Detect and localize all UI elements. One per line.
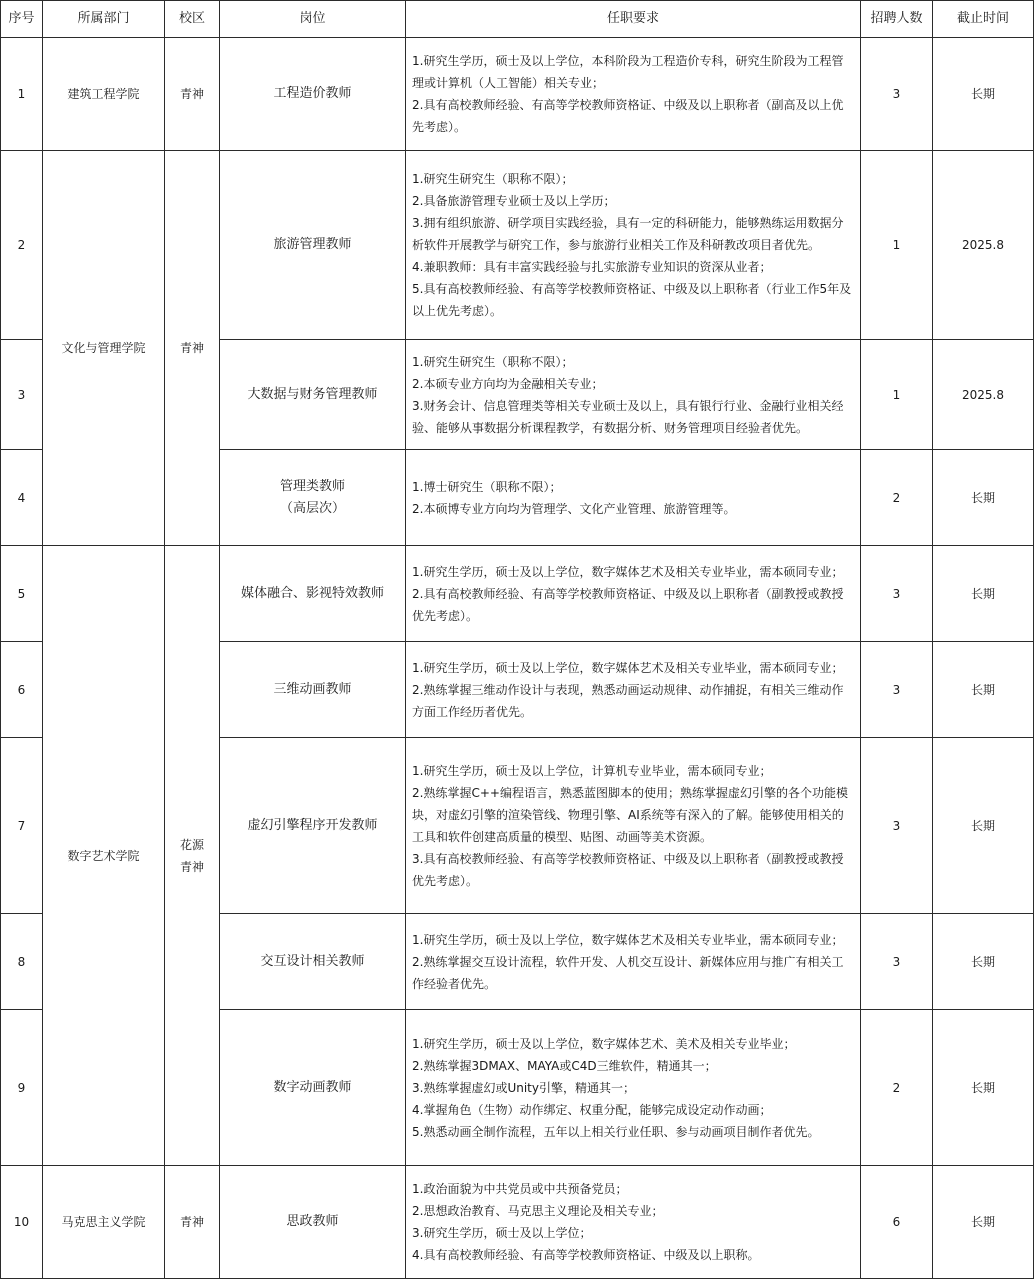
requirements-cell (406, 1166, 861, 1279)
header-count: 招聘人数 (861, 1, 933, 38)
header-row (1, 1, 1034, 38)
requirement-line: 4.具有高校教师经验、有高等学校教师资格证、中级及以上职称。 (412, 1248, 760, 1262)
row-no: 8 (1, 914, 43, 1010)
deadline-cell: 长期 (933, 546, 1034, 642)
header-requirements: 任职要求 (406, 1, 861, 38)
department-cell: 文化与管理学院 (43, 151, 165, 546)
row-no: 1 (1, 38, 43, 151)
department-cell: 建筑工程学院 (43, 38, 165, 151)
requirement-line: 4.掌握角色（生物）动作绑定、权重分配，能够完成设定动作动画； (412, 1102, 772, 1117)
count-cell: 1 (861, 151, 933, 340)
requirement-line: 2.熟练掌握3DMAX、MAYA或C4D三维软件，精通其一； (412, 1058, 717, 1073)
requirement-line: 5.熟悉动画全制作流程，五年以上相关行业任职、参与动画项目制作者优先。 (412, 1124, 820, 1139)
department-cell: 数字艺术学院 (43, 546, 165, 1166)
requirement-line: 2.熟练掌握三维动作设计与表现，熟悉动画运动规律、动作捕捉，有相关三维动作方面工作经历者优先。 (412, 682, 844, 719)
count-cell: 3 (861, 546, 933, 642)
count-cell: 3 (861, 38, 933, 151)
deadline-cell: 长期 (933, 450, 1034, 546)
position-cell: 虚幻引擎程序开发教师 (220, 738, 406, 914)
campus-line: 花源 (179, 837, 204, 852)
requirement-line: 3.熟练掌握虚幻或Unity引擎，精通其一； (412, 1080, 635, 1095)
header-no: 序号 (1, 1, 43, 38)
requirement-line: 1.博士研究生（职称不限）； (412, 479, 562, 494)
requirements-cell (406, 340, 861, 450)
position-cell: 工程造价教师 (220, 38, 406, 151)
count-cell: 3 (861, 914, 933, 1010)
campus-cell (165, 546, 220, 1166)
requirement-line: 2.熟练掌握交互设计流程，软件开发、人机交互设计、新媒体应用与推广有相关工作经验者优先。 (412, 954, 844, 991)
header-campus: 校区 (165, 1, 220, 38)
requirement-line: 1.研究生研究生（职称不限）； (412, 172, 574, 186)
position-line: （高层次） (279, 500, 345, 516)
requirements-cell (406, 450, 861, 546)
table-row (1, 151, 1034, 340)
requirement-line: 1.政治面貌为中共党员或中共预备党员； (412, 1182, 628, 1196)
requirements-cell (406, 38, 861, 151)
count-cell: 3 (861, 738, 933, 914)
row-no: 7 (1, 738, 43, 914)
department-cell: 马克思主义学院 (43, 1166, 165, 1279)
header-department: 所属部门 (43, 1, 165, 38)
count-cell: 6 (861, 1166, 933, 1279)
count-cell: 1 (861, 340, 933, 450)
requirement-line: 3.具有高校教师经验、有高等学校教师资格证、中级及以上职称者（副教授或教授优先考虑）。 (412, 851, 844, 888)
requirement-line: 2.本硕博专业方向均为管理学、文化产业管理、旅游管理等。 (412, 501, 736, 516)
requirement-line: 5.具有高校教师经验、有高等学校教师资格证、中级及以上职称者（行业工作5年及以上优先考虑）。 (412, 282, 852, 318)
row-no: 6 (1, 642, 43, 738)
requirement-line: 2.具有高校教师经验、有高等学校教师资格证、中级及以上职称者（副高及以上优先考虑）。 (412, 98, 844, 134)
header-position: 岗位 (220, 1, 406, 38)
position-cell: 三维动画教师 (220, 642, 406, 738)
table-row (1, 546, 1034, 642)
requirement-line: 4.兼职教师：具有丰富实践经验与扎实旅游专业知识的资深从业者； (412, 260, 772, 274)
requirement-line: 1.研究生学历，硕士及以上学位，数字媒体艺术及相关专业毕业，需本硕同专业； (412, 564, 844, 579)
deadline-cell: 长期 (933, 38, 1034, 151)
requirement-line: 2.具备旅游管理专业硕士及以上学历； (412, 194, 616, 208)
deadline-cell: 长期 (933, 1010, 1034, 1166)
row-no: 2 (1, 151, 43, 340)
requirement-line: 1.研究生学历，硕士及以上学位，计算机专业毕业，需本硕同专业； (412, 763, 772, 778)
requirements-cell (406, 1010, 861, 1166)
campus-cell: 青神 (165, 38, 220, 151)
requirements-cell (406, 738, 861, 914)
requirements-cell (406, 914, 861, 1010)
campus-cell: 青神 (165, 151, 220, 546)
row-no: 5 (1, 546, 43, 642)
campus-cell: 青神 (165, 1166, 220, 1279)
header-deadline: 截止时间 (933, 1, 1034, 38)
requirement-line: 1.研究生学历，硕士及以上学位，本科阶段为工程造价专科，研究生阶段为工程管理或计算机（人工智能）相关专业； (412, 54, 844, 90)
requirement-line: 1.研究生研究生（职称不限）； (412, 354, 574, 369)
position-cell: 大数据与财务管理教师 (220, 340, 406, 450)
row-no: 10 (1, 1166, 43, 1279)
count-cell: 2 (861, 450, 933, 546)
deadline-cell: 长期 (933, 738, 1034, 914)
position-cell (220, 450, 406, 546)
requirements-cell (406, 151, 861, 340)
table-row (1, 1166, 1034, 1279)
requirement-line: 2.思想政治教育、马克思主义理论及相关专业； (412, 1204, 664, 1218)
requirement-line: 3.拥有组织旅游、研学项目实践经验，具有一定的科研能力，能够熟练运用数据分析软件开展教学与研究工作，参与旅游行业相关工作及科研教改项目者优先。 (412, 216, 844, 252)
position-cell: 数字动画教师 (220, 1010, 406, 1166)
deadline-cell: 长期 (933, 914, 1034, 1010)
position-cell: 旅游管理教师 (220, 151, 406, 340)
position-cell: 交互设计相关教师 (220, 914, 406, 1010)
deadline-cell: 2025.8 (933, 151, 1034, 340)
requirements-cell (406, 546, 861, 642)
requirement-line: 1.研究生学历，硕士及以上学位，数字媒体艺术及相关专业毕业，需本硕同专业； (412, 932, 844, 947)
count-cell: 2 (861, 1010, 933, 1166)
deadline-cell: 长期 (933, 1166, 1034, 1279)
position-cell: 思政教师 (220, 1166, 406, 1279)
requirements-cell (406, 642, 861, 738)
campus-line: 青神 (179, 859, 204, 874)
count-cell: 3 (861, 642, 933, 738)
table-row (1, 38, 1034, 151)
row-no: 9 (1, 1010, 43, 1166)
requirement-line: 2.本硕专业方向均为金融相关专业； (412, 376, 604, 391)
row-no: 4 (1, 450, 43, 546)
row-no: 3 (1, 340, 43, 450)
requirement-line: 1.研究生学历，硕士及以上学位，数字媒体艺术及相关专业毕业，需本硕同专业； (412, 660, 844, 675)
requirement-line: 3.研究生学历，硕士及以上学位； (412, 1226, 592, 1240)
requirement-line: 2.熟练掌握C++编程语言，熟悉蓝图脚本的使用；熟练掌握虚幻引擎的各个功能模块，对虚幻引擎的渲染管线、物理引擎、AI系统等有深入的了解。能够使用相关的工具和软件创建高质量的模型、贴图、动画等美术资源。 (412, 785, 848, 844)
requirement-line: 1.研究生学历，硕士及以上学位，数字媒体艺术、美术及相关专业毕业； (412, 1036, 796, 1051)
position-line: 管理类教师 (279, 478, 345, 494)
requirement-line: 2.具有高校教师经验、有高等学校教师资格证、中级及以上职称者（副教授或教授优先考虑）。 (412, 586, 844, 623)
requirement-line: 3.财务会计、信息管理类等相关专业硕士及以上，具有银行行业、金融行业相关经验、能够从事数据分析课程教学，有数据分析、财务管理项目经验者优先。 (412, 398, 844, 435)
deadline-cell: 长期 (933, 642, 1034, 738)
position-cell: 媒体融合、影视特效教师 (220, 546, 406, 642)
deadline-cell: 2025.8 (933, 340, 1034, 450)
